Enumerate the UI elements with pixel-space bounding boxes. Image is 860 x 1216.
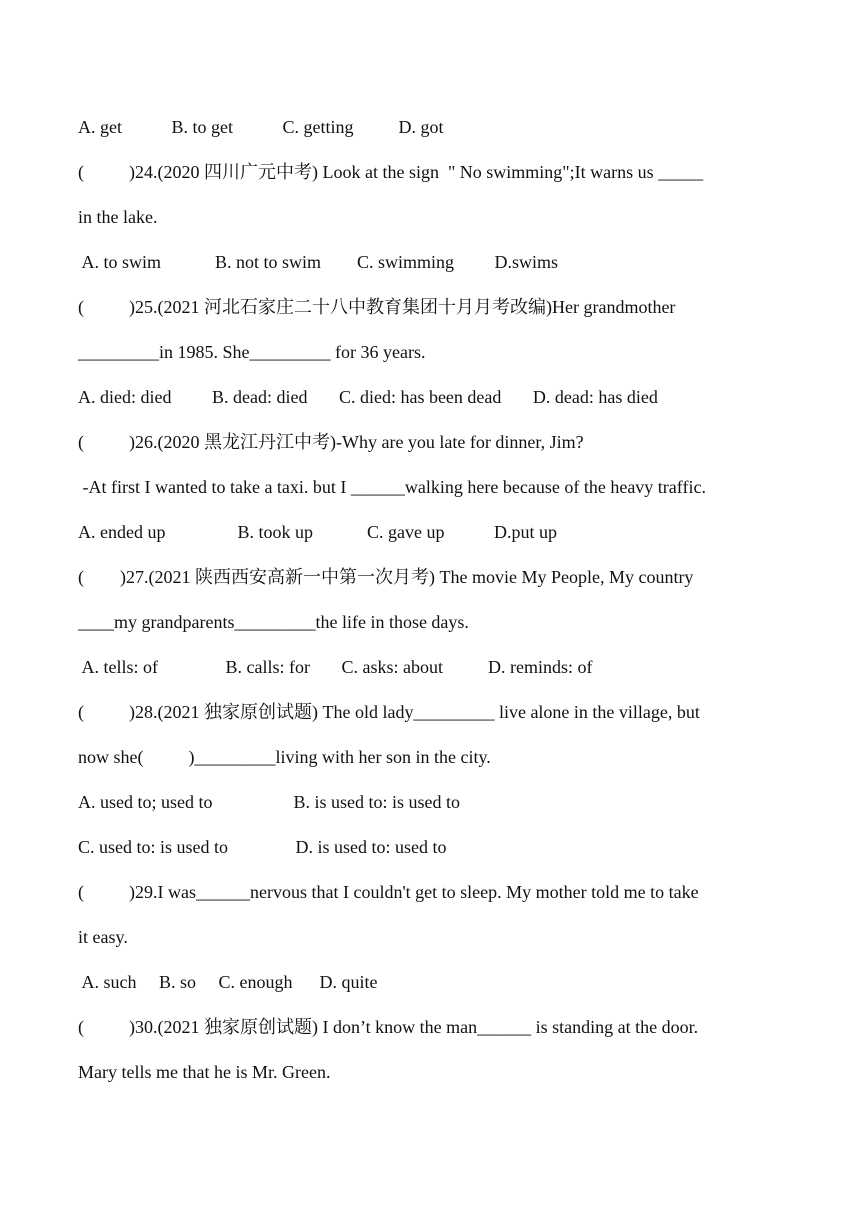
option-line-q27: A. tells: of B. calls: for C. asks: about D. reminds: of [78, 657, 593, 677]
option-line-q24: A. to swim B. not to swim C. swimming D.swims [78, 252, 559, 272]
option-line-q23: A. get B. to get C. getting D. got [78, 117, 444, 137]
question-line-q24: ( )24.(2020 四川广元中考) Look at the sign " No swimming";It warns us _____ [78, 162, 704, 182]
option-line-q25: A. died: died B. dead: died C. died: has been dead D. dead: has died [78, 387, 658, 407]
question-line-q26: ( )26.(2020 黑龙江丹江中考)-Why are you late for dinner, Jim? [78, 432, 584, 452]
option-line-q29: A. such B. so C. enough D. quite [78, 972, 378, 992]
question-continuation-q29: it easy. [78, 927, 128, 947]
question-continuation-q25: _________in 1985. She_________ for 36 years. [78, 342, 426, 362]
question-continuation-q24: in the lake. [78, 207, 158, 227]
question-line-q30: ( )30.(2021 独家原创试题) I don’t know the man______ is standing at the door. [78, 1017, 699, 1037]
option-line-q28-cd: C. used to: is used to D. is used to: used to [78, 837, 447, 857]
option-line-q26: A. ended up B. took up C. gave up D.put up [78, 522, 557, 542]
option-line-q28-ab: A. used to; used to B. is used to: is used to [78, 792, 460, 812]
question-continuation-q30: Mary tells me that he is Mr. Green. [78, 1062, 331, 1082]
question-line-q29: ( )29.I was______nervous that I couldn't get to sleep. My mother told me to take [78, 882, 699, 902]
question-line-q25: ( )25.(2021 河北石家庄二十八中教育集团十月月考改编)Her grandmother [78, 297, 676, 317]
question-continuation-q27: ____my grandparents_________the life in those days. [78, 612, 469, 632]
question-line-q27: ( )27.(2021 陕西西安高新一中第一次月考) The movie My People, My country [78, 567, 694, 587]
question-line-q28: ( )28.(2021 独家原创试题) The old lady_________ live alone in the village, but [78, 702, 700, 722]
question-continuation-q28: now she( )_________living with her son in the city. [78, 747, 491, 767]
question-continuation-q26: -At first I wanted to take a taxi. but I ______walking here because of the heavy traffic. [78, 477, 706, 497]
